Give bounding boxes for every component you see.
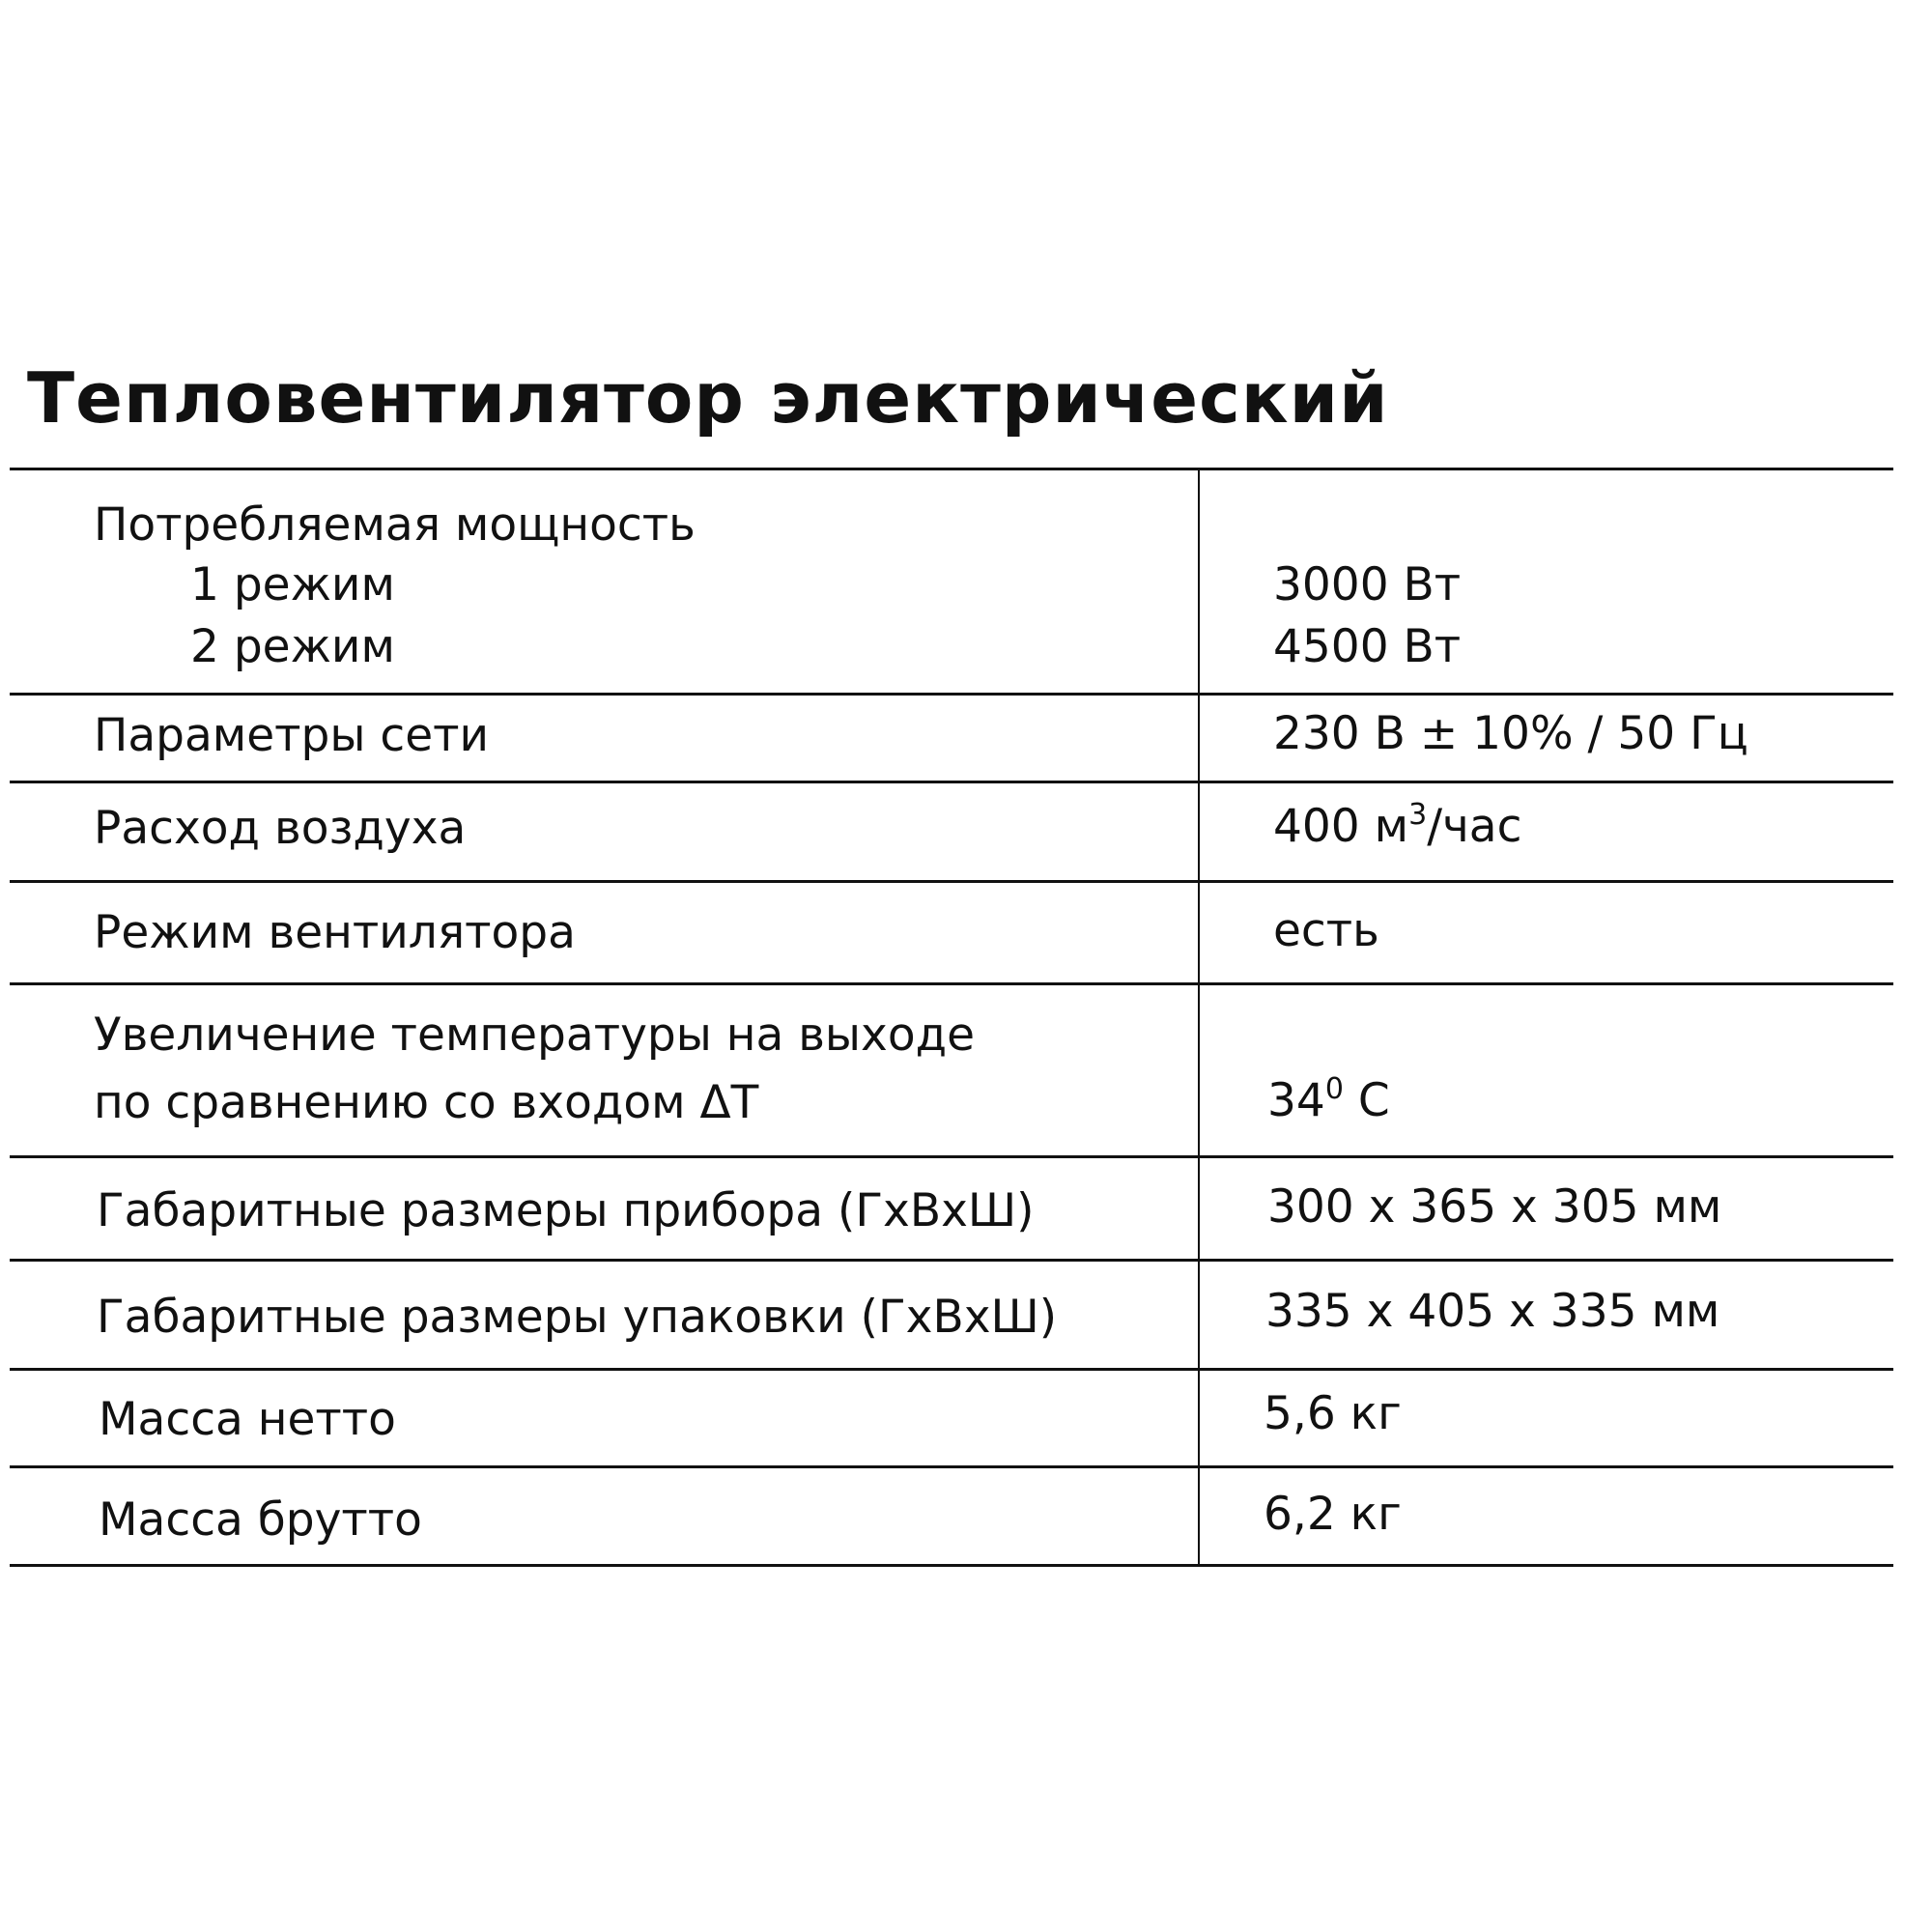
value-superscript: 3 — [1408, 798, 1428, 832]
spec-value-device-dimensions: 300 x 365 x 305 мм — [1267, 1180, 1722, 1234]
spec-value-fan-mode: есть — [1273, 904, 1379, 957]
table-divider — [10, 1564, 1893, 1567]
spec-value-temp-rise — [1267, 1070, 1390, 1132]
spec-label-airflow: Расход воздуха — [94, 802, 467, 855]
table-divider — [10, 693, 1893, 696]
spec-value-package-dimensions: 335 x 405 x 335 мм — [1265, 1285, 1720, 1338]
table-divider — [10, 1155, 1893, 1158]
spec-value-net-weight: 5,6 кг — [1264, 1387, 1402, 1440]
spec-label-net-weight: Масса нетто — [99, 1393, 396, 1446]
spec-sublabel-mode1: 1 режим — [190, 558, 395, 611]
spec-value-gross-weight: 6,2 кг — [1264, 1488, 1402, 1541]
table-divider — [10, 1259, 1893, 1262]
value-suffix: C — [1343, 1074, 1390, 1127]
column-divider — [1198, 469, 1200, 1565]
value-main: 34 — [1267, 1074, 1325, 1127]
spec-label-fan-mode: Режим вентилятора — [94, 906, 576, 959]
spec-label-temp-rise-2: по сравнению со входом ΔT — [94, 1076, 759, 1129]
table-divider — [10, 1465, 1893, 1468]
table-divider — [10, 880, 1893, 883]
spec-value-mode1: 3000 Вт — [1273, 558, 1462, 611]
spec-label-power: Потребляемая мощность — [94, 498, 696, 552]
spec-label-network: Параметры сети — [94, 709, 490, 762]
spec-label-temp-rise: Увеличение температуры на выходе — [94, 1009, 976, 1062]
spec-sublabel-mode2: 2 режим — [190, 620, 395, 673]
spec-label-gross-weight: Масса брутто — [99, 1493, 422, 1547]
spec-label-package-dimensions: Габаритные размеры упаковки (ГхВхШ) — [97, 1291, 1058, 1344]
document-title: Тепловентилятор электрический — [27, 357, 1389, 439]
table-divider — [10, 468, 1893, 470]
spec-value-airflow — [1273, 796, 1521, 858]
value-main: 400 м — [1273, 800, 1409, 853]
spec-value-network: 230 В ± 10% / 50 Гц — [1273, 707, 1748, 760]
table-divider — [10, 982, 1893, 985]
table-divider — [10, 1368, 1893, 1371]
value-suffix: /час — [1427, 800, 1522, 853]
spec-label-device-dimensions: Габаритные размеры прибора (ГхВхШ) — [97, 1184, 1035, 1237]
spec-value-mode2: 4500 Вт — [1273, 620, 1462, 673]
table-divider — [10, 781, 1893, 783]
degree-superscript: 0 — [1324, 1072, 1344, 1106]
